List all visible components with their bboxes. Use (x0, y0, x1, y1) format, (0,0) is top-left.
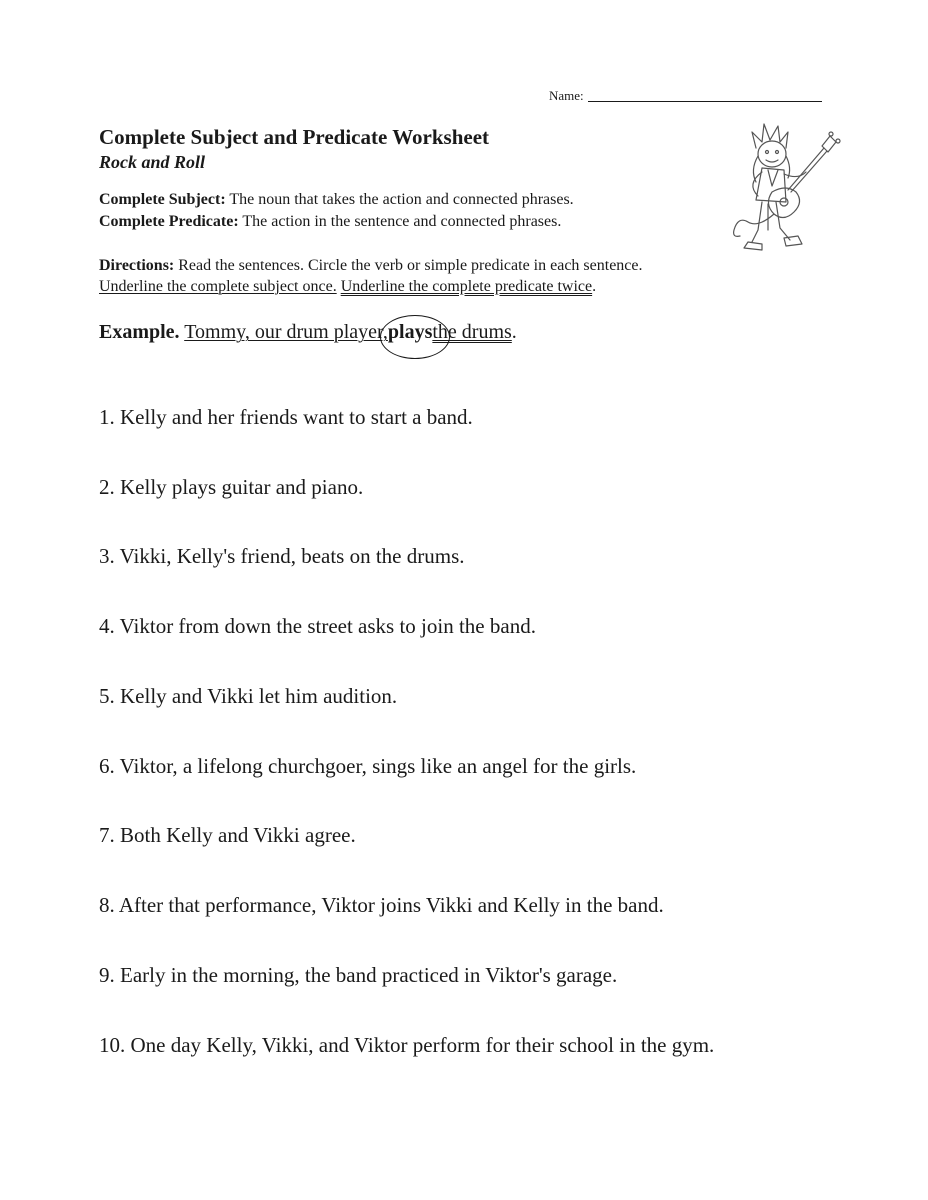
sentence-9[interactable]: 9. Early in the morning, the band practiced in Viktor's garage. (99, 963, 618, 987)
definition-subject-text: The noun that takes the action and connected phrases. (225, 191, 574, 208)
sentence-8[interactable]: 8. After that performance, Viktor joins Vikki and Kelly in the band. (99, 893, 664, 917)
sentence-5[interactable]: 5. Kelly and Vikki let him audition. (99, 684, 398, 708)
sentence-7[interactable]: 7. Both Kelly and Vikki agree. (99, 823, 356, 847)
sentence-1[interactable]: 1. Kelly and her friends want to start a band. (99, 405, 473, 429)
example-verb: plays (387, 321, 433, 343)
example-predicate-rest: the drums (432, 321, 512, 343)
example-end: . (511, 321, 517, 343)
definition-predicate-text: The action in the sentence and connected phrases. (238, 213, 562, 230)
directions-term: Directions: (99, 257, 175, 274)
example-verb-circled (388, 321, 432, 344)
directions: Directions: Read the sentences. Circle the verb or simple predicate in each sentence. Underline the complete subject once. Underline the complete predicate twice. (99, 257, 643, 295)
definition-predicate-term: Complete Predicate: (99, 213, 239, 230)
definition-subject-term: Complete Subject: (99, 191, 226, 208)
example-label: Example. (99, 321, 180, 343)
name-label: Name: (549, 88, 584, 103)
example-subject: Tommy, our drum player, (184, 321, 388, 343)
page-title: Complete Subject and Predicate Worksheet (99, 125, 490, 149)
example-sentence (99, 321, 517, 344)
sentence-2[interactable]: 2. Kelly plays guitar and piano. (99, 475, 364, 499)
sentence-3[interactable]: 3. Vikki, Kelly's friend, beats on the drums. (99, 544, 465, 568)
page-subtitle: Rock and Roll (99, 152, 206, 172)
definition-complete-predicate (99, 213, 561, 231)
example-predicate (388, 321, 512, 343)
name-field (549, 88, 822, 104)
directions-underline-once: Underline the complete subject once. (99, 278, 337, 295)
directions-underline-twice: Underline the complete predicate twice (340, 278, 593, 295)
sentence-6[interactable]: 6. Viktor, a lifelong churchgoer, sings like an angel for the girls. (99, 754, 637, 778)
definition-complete-subject (99, 191, 574, 209)
directions-line1: Read the sentences. Circle the verb or simple predicate in each sentence. (174, 257, 643, 274)
name-blank-line[interactable] (588, 101, 822, 102)
sentence-10[interactable]: 10. One day Kelly, Vikki, and Viktor perform for their school in the gym. (99, 1033, 715, 1057)
sentence-4[interactable]: 4. Viktor from down the street asks to join the band. (99, 614, 536, 638)
rock-guitarist-icon (728, 118, 843, 253)
